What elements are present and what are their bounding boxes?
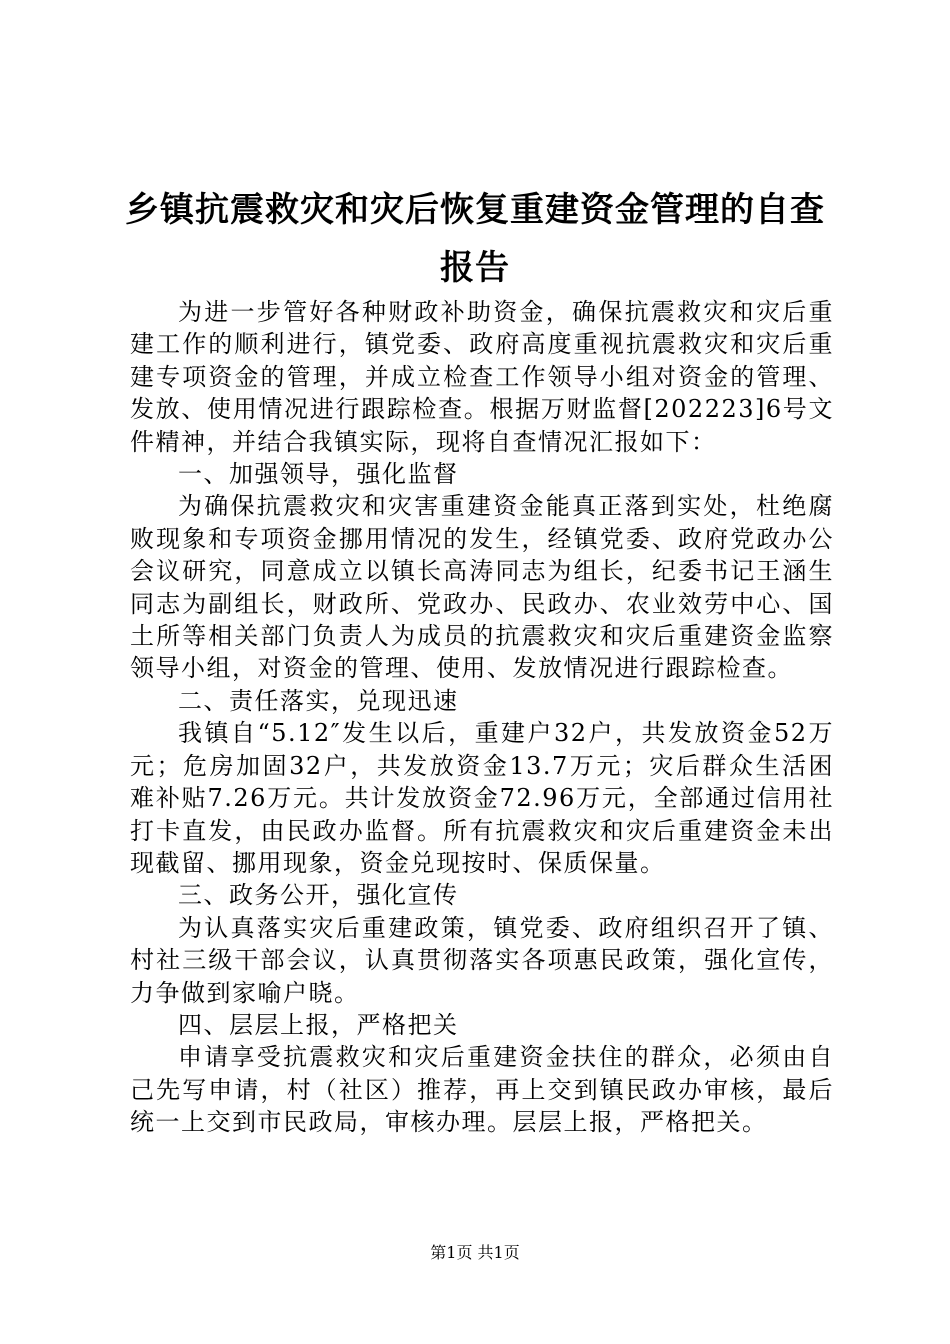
section-paragraph-2: 我镇自“5.12″发生以后，重建户32户，共发放资金52万元；危房加固32户，共发放资金13.7万元；灾后群众生活困难补贴7.26万元。共计发放资金72.96万元，全部通过信用社打卡直发，由民政办监督。所有抗震救灾和灾后重建资金未出现截留、挪用现象，资金兑现按时、保质保量。	[130, 719, 834, 877]
page-footer: 第1页 共1页	[430, 1243, 520, 1262]
document-body	[130, 296, 834, 1139]
section-paragraph-1: 为确保抗震救灾和灾害重建资金能真正落到实处，杜绝腐败现象和专项资金挪用情况的发生，经镇党委、政府党政办公会议研究，同意成立以镇长高涛同志为组长，纪委书记王涵生同志为副组长，财政所、党政办、民政办、农业效劳中心、国土所等相关部门负责人为成员的抗震救灾和灾后重建资金监察领导小组，对资金的管理、使用、发放情况进行跟踪检查。	[130, 492, 834, 683]
section-heading-3: 三、政务公开，强化宣传	[178, 881, 459, 910]
section-paragraph-3: 为认真落实灾后重建政策，镇党委、政府组织召开了镇、村社三级干部会议，认真贯彻落实各项惠民政策，强化宣传，力争做到家喻户晓。	[130, 913, 834, 1007]
intro-paragraph: 为进一步管好各种财政补助资金，确保抗震救灾和灾后重建工作的顺利进行，镇党委、政府高度重视抗震救灾和灾后重建专项资金的管理，并成立检查工作领导小组对资金的管理、发放、使用情况进行跟踪检查。根据万财监督[202223]6号文件精神，并结合我镇实际，现将自查情况汇报如下：	[130, 298, 834, 456]
section-heading-1: 一、加强领导，强化监督	[178, 460, 459, 489]
document-title-line1: 乡镇抗震救灾和灾后恢复重建资金管理的自查	[125, 190, 825, 230]
section-heading-4: 四、层层上报，严格把关	[178, 1010, 459, 1039]
section-paragraph-4: 申请享受抗震救灾和灾后重建资金扶住的群众，必须由自己先写申请，村（社区）推荐，再上交到镇民政办审核，最后统一上交到市民政局，审核办理。层层上报，严格把关。	[130, 1043, 834, 1137]
document-title-line2: 报告	[440, 248, 510, 288]
section-heading-2: 二、责任落实，兑现迅速	[178, 686, 459, 715]
